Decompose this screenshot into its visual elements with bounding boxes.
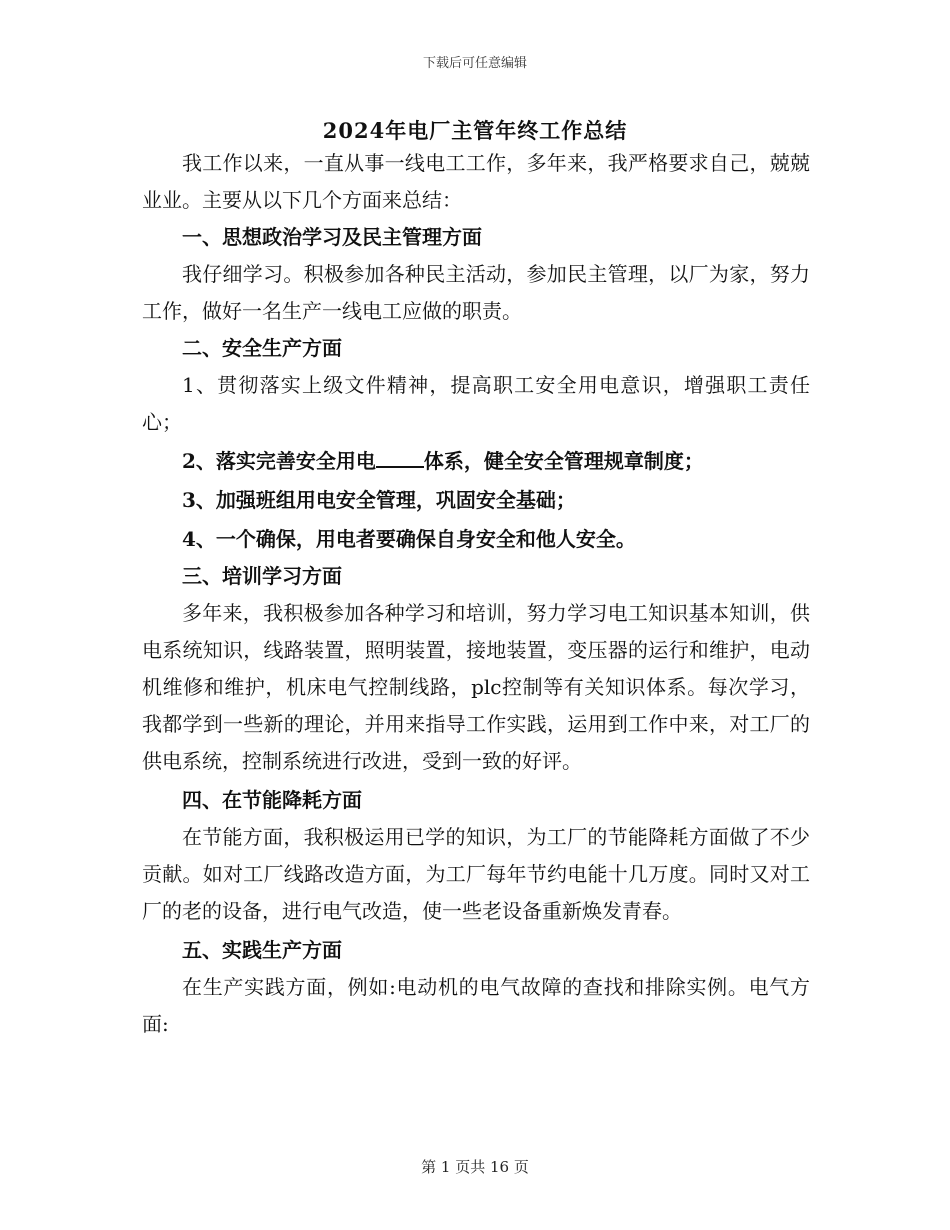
safety-item-4: 4、一个确保，用电者要确保自身安全和他人安全。 <box>182 527 636 551</box>
section-heading-5: 五、实践生产方面 <box>182 938 342 962</box>
safety-item-2 <box>142 443 810 480</box>
section-heading-1: 一、思想政治学习及民主管理方面 <box>182 225 482 249</box>
section-paragraph-5: 在生产实践方面，例如:电动机的电气故障的查找和排除实例。电气方面: <box>142 975 810 1036</box>
section-paragraph-3: 多年来，我积极参加各种学习和培训，努力学习电工知识基本知训，供电系统知识，线路装置，照明装置，接地装置，变压器的运行和维护，电动机维修和维护，机床电气控制线路，plc控制等有关知识体系。每次学习，我都学到一些新的理论，并用来指导工作实践，运用到工作中来，对工厂的供电系统，控制系统进行改进，受到一致的好评。 <box>142 601 810 773</box>
safety-item-2-end: 体系，健全安全管理规章制度； <box>423 449 704 473</box>
section-heading-2: 二、安全生产方面 <box>182 336 342 360</box>
page-number: 第 1 页共 16 页 <box>421 1158 529 1176</box>
document-title: 2024年电厂主管年终工作总结 <box>322 118 628 143</box>
intro-paragraph: 我工作以来，一直从事一线电工工作，多年来，我严格要求自己，兢兢业业。主要从以下几个方面来总结： <box>142 151 810 212</box>
safety-item-2-start: 2、落实完善安全用电 <box>182 449 376 473</box>
safety-item-1: 1、贯彻落实上级文件精神，提高职工安全用电意识，增强职工责任心； <box>142 373 810 434</box>
section-heading-3: 三、培训学习方面 <box>182 564 342 588</box>
section-heading-4: 四、在节能降耗方面 <box>182 788 362 812</box>
fill-in-blank <box>376 450 424 468</box>
page-header: 下载后可任意编辑 <box>422 56 527 71</box>
safety-item-3: 3、加强班组用电安全管理，巩固安全基础； <box>182 488 576 512</box>
section-paragraph-1: 我仔细学习。积极参加各种民主活动，参加民主管理，以厂为家，努力工作，做好一名生产一线电工应做的职责。 <box>142 262 810 323</box>
section-paragraph-4: 在节能方面，我积极运用已学的知识，为工厂的节能降耗方面做了不少贡献。如对工厂线路改造方面，为工厂每年节约电能十几万度。同时又对工厂的老的设备，进行电气改造，使一些老设备重新焕发青春。 <box>142 825 810 923</box>
document-body <box>142 145 810 1043</box>
